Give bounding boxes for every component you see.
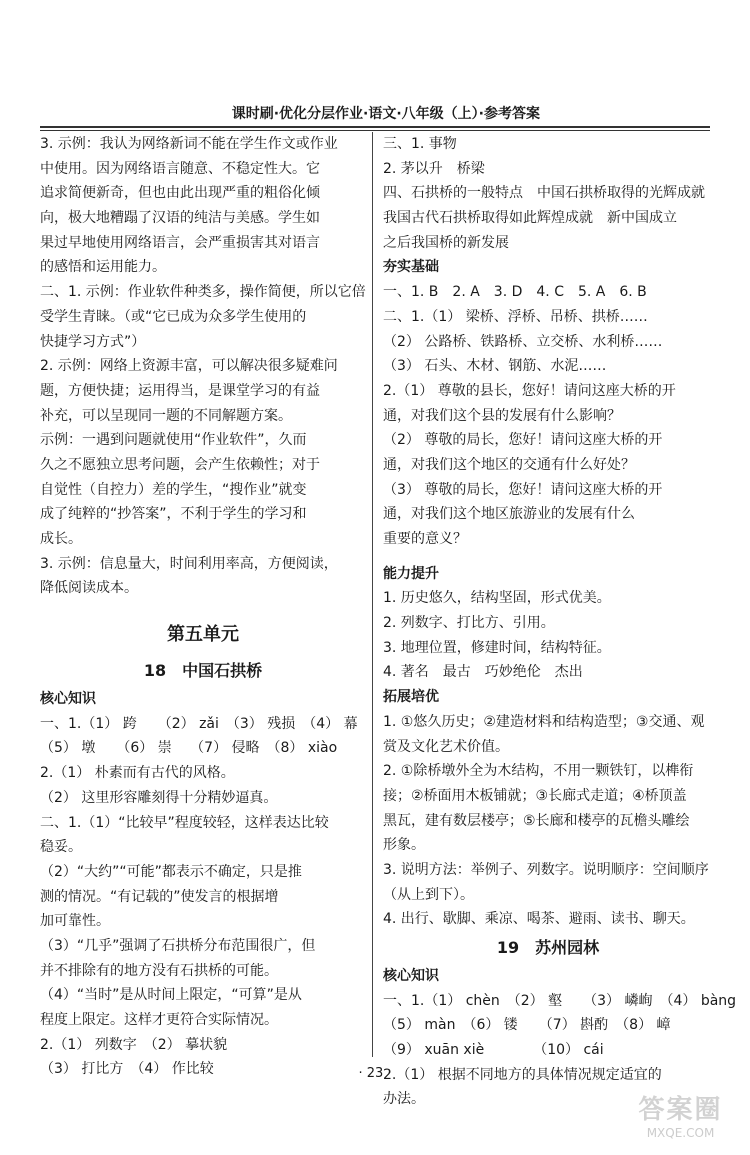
answer-line: 追求简便新奇，但也由此出现严重的粗俗化倾 — [40, 185, 320, 202]
answer-line: 一、1. B 2. A 3. D 4. C 5. A 6. B — [383, 284, 647, 301]
answer-line: 1. ①悠久历史；②建造材料和结构造型；③交通、观 — [383, 713, 705, 730]
answer-line: 快捷学习方式”） — [40, 333, 146, 350]
answer-line: 3. 地理位置，修建时间，结构特征。 — [383, 639, 611, 656]
answer-line: 成了纯粹的“抄答案”，不利于学生的学习和 — [40, 506, 307, 523]
answer-line: 示例：一遇到问题就使用“作业软件”，久而 — [40, 432, 307, 449]
answer-line: 3. 示例：信息量大，时间利用率高，方便阅读， — [40, 555, 338, 572]
answer-line: 久之不愿独立思考问题，会产生依赖性；对于 — [40, 456, 320, 473]
answer-line: 形象。 — [383, 837, 425, 854]
answer-line: 办法。 — [383, 1091, 425, 1108]
left-column — [40, 132, 366, 1082]
answer-line: 果过早地使用网络语言，会严重损害其对语言 — [40, 234, 320, 251]
lesson-title: 19 苏州园林 — [496, 938, 600, 957]
answer-line: 接；②桥面用木板铺就；③长廊式走道；④桥顶盖 — [383, 787, 687, 804]
watermark-logo: 答案圈 — [638, 1095, 723, 1125]
answer-line: （3） 打比方 （4） 作比较 — [40, 1061, 214, 1078]
answer-line: 加可靠性。 — [40, 913, 110, 930]
unit-title: 第五单元 — [167, 624, 239, 646]
section-heading: 核心知识 — [40, 691, 96, 708]
answer-line: 2. 列数字、打比方、引用。 — [383, 615, 555, 632]
watermark — [618, 1095, 743, 1150]
answer-line: 4. 出行、歇脚、乘凉、喝茶、避雨、读书、聊天。 — [383, 911, 695, 928]
answer-line: 并不排除有的地方没有石拱桥的可能。 — [40, 962, 278, 979]
answer-line: （2）“大约”“可能”都表示不确定，只是推 — [40, 863, 302, 880]
answer-line: 3. 说明方法：举例子、列数字。说明顺序：空间顺序 — [383, 861, 709, 878]
answer-line: （2） 尊敬的局长，您好！请问这座大桥的开 — [383, 432, 663, 449]
answer-line: （3）“几乎”强调了石拱桥分布范围很广，但 — [40, 937, 316, 954]
answer-line: 补充，可以呈现同一题的不同解题方案。 — [40, 407, 292, 424]
answer-line: 一、1.（1） 跨 （2） zǎi （3） 残损 （4） 幕 — [40, 715, 358, 732]
answer-line: 3. 示例：我认为网络新词不能在学生作文或作业 — [40, 136, 338, 152]
answer-line: 2.（1） 根据不同地方的具体情况规定适宜的 — [383, 1066, 662, 1083]
answer-line: 黑瓦，建有数层楼亭；⑤长廊和楼亭的瓦檐头雕绘 — [383, 812, 690, 829]
answer-line: （3） 尊敬的局长，您好！请问这座大桥的开 — [383, 481, 663, 498]
section-heading: 核心知识 — [383, 968, 439, 984]
answer-line: 的感悟和运用能力。 — [40, 259, 166, 276]
answer-line: 我国古代石拱桥取得如此辉煌成就 新中国成立 — [383, 210, 677, 227]
answer-line: 2.（1） 朴素而有古代的风格。 — [40, 765, 235, 782]
answer-line: 2.（1） 列数字 （2） 摹状貌 — [40, 1036, 228, 1053]
answer-line: 二、1.（1）“比较早”程度较轻，这样表达比较 — [40, 814, 329, 831]
answer-line: （5） 墩 （6） 崇 （7） 侵略 （8） xiào — [40, 740, 338, 757]
answer-line: 2. ①除桥墩外全为木结构，不用一颗铁钉，以榫衔 — [383, 763, 694, 780]
column-divider — [372, 132, 373, 1057]
header-title: 课时刷·优化分层作业·语文·八年级（上）·参考答案 — [231, 106, 540, 122]
section-heading: 拓展培优 — [383, 689, 439, 706]
answer-line: 4. 著名 最古 巧妙绝伦 杰出 — [383, 664, 583, 681]
section-heading: 夯实基础 — [383, 259, 439, 276]
answer-line: 二、1. 示例：作业软件种类多，操作简便，所以它倍 — [40, 284, 366, 301]
answer-line: 2.（1） 尊敬的县长，您好！请问这座大桥的开 — [383, 382, 676, 399]
spacer — [383, 552, 713, 562]
page-header — [40, 103, 710, 123]
watermark-url: MXQE.COM — [646, 1126, 715, 1140]
answer-line: 题，方便快捷；运用得当，是课堂学习的有益 — [40, 382, 320, 399]
answer-line: 2. 茅以升 桥梁 — [383, 160, 485, 177]
answer-line: 程度上限定。这样才更符合实际情况。 — [40, 1012, 278, 1028]
answer-line: 之后我国桥的新发展 — [383, 234, 509, 251]
answer-line: 测的情况。“有记载的”使发言的根据增 — [40, 888, 279, 905]
answer-line: （2） 公路桥、铁路桥、立交桥、水利桥…… — [383, 333, 663, 350]
answer-line: （3） 石头、木材、钢筋、水泥…… — [383, 358, 607, 375]
answer-line: （4）“当时”是从时间上限定，“可算”是从 — [40, 987, 302, 1004]
page-number: · 23 · — [358, 1066, 392, 1081]
answer-line: 三、1. 事物 — [383, 136, 457, 152]
lesson-title: 18 中国石拱桥 — [143, 661, 263, 681]
answer-line: 通，对我们这个地区旅游业的发展有什么 — [383, 506, 635, 523]
section-heading: 能力提升 — [383, 565, 439, 582]
page-footer — [0, 1066, 750, 1081]
answer-line: 一、1.（1） chèn （2） 壑 （3） 嶙峋 （4） bàng — [383, 992, 737, 1009]
answer-line: 重要的意义？ — [383, 531, 467, 547]
answer-line: 1. 历史悠久，结构坚固，形式优美。 — [383, 590, 611, 607]
answer-line: 自觉性（自控力）差的学生，“搜作业”就变 — [40, 481, 307, 498]
answer-line: 向，极大地糟蹋了汉语的纯洁与美感。学生如 — [40, 210, 320, 227]
header-rule-thin — [40, 130, 710, 131]
answer-line: （9） xuān xiè （10） cái — [383, 1042, 604, 1059]
answer-line: 受学生青睐。（或“它已成为众多学生使用的 — [40, 308, 307, 325]
answer-line: （2） 这里形容雕刻得十分精妙逼真。 — [40, 789, 278, 806]
answer-line: 2. 示例：网络上资源丰富，可以解决很多疑难问 — [40, 358, 338, 375]
answer-line: （5） màn （6） 镂 （7） 斟酌 （8） 嶂 — [383, 1017, 671, 1034]
answer-line: 二、1.（1） 梁桥、浮桥、吊桥、拱桥…… — [383, 308, 648, 325]
answer-line: 通，对我们这个地区的交通有什么好处？ — [383, 456, 635, 473]
header-rule — [40, 126, 710, 128]
answer-line: （从上到下）。 — [383, 886, 474, 903]
answer-line: 通，对我们这个县的发展有什么影响？ — [383, 407, 621, 424]
answer-line: 赏及文化艺术价值。 — [383, 738, 509, 755]
answer-line: 四、石拱桥的一般特点 中国石拱桥取得的光辉成就 — [383, 185, 705, 202]
right-column — [383, 132, 737, 1112]
answer-line: 中使用。因为网络语言随意、不稳定性大。它 — [40, 160, 320, 177]
answer-line: 稳妥。 — [40, 839, 82, 856]
answer-line: 成长。 — [40, 531, 82, 547]
answer-line: 降低阅读成本。 — [40, 580, 138, 597]
